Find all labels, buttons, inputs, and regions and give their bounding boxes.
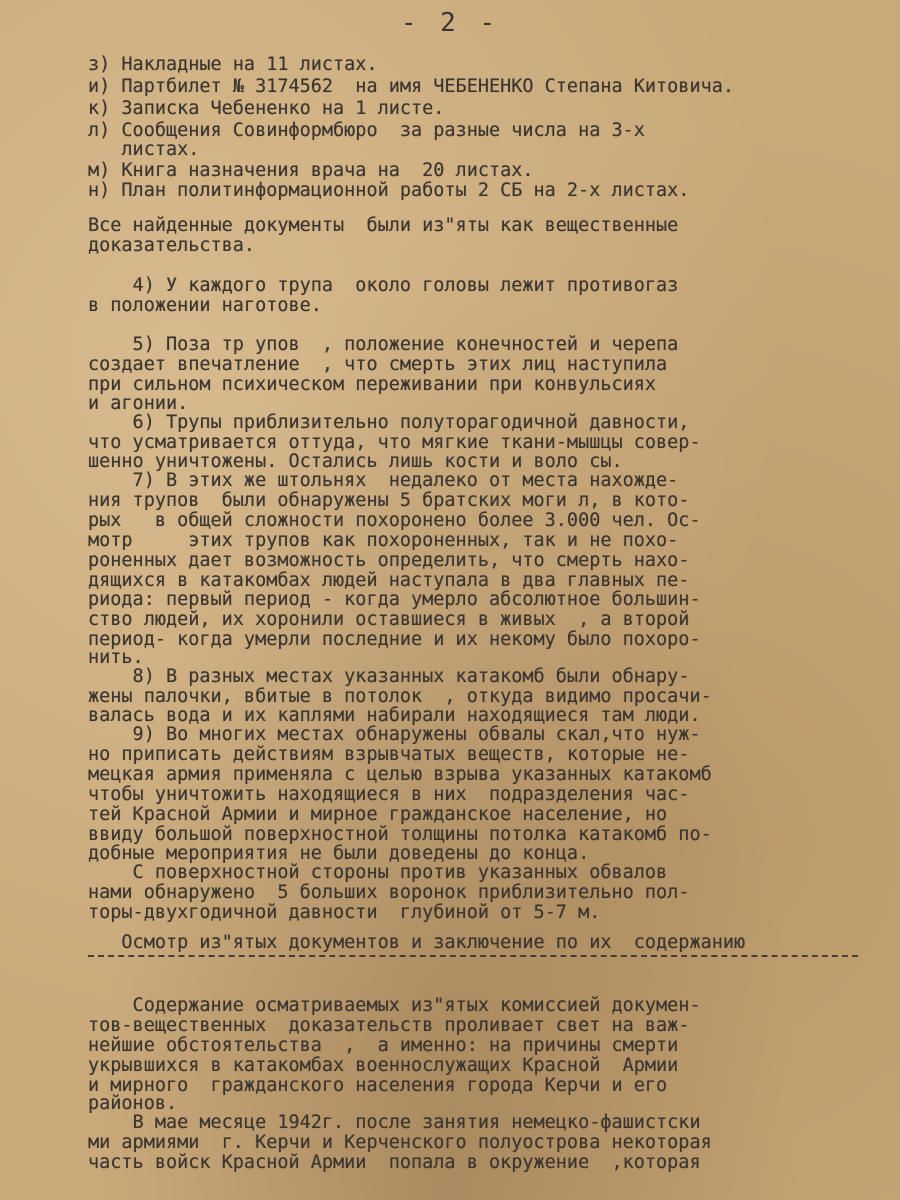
text-line: добные мероприятия не были доведены до конца. <box>88 843 590 864</box>
text-line: часть войск Красной Армии попала в окружение ,которая <box>88 1152 701 1173</box>
text-line: Все найденные документы были из"яты как вещественные <box>88 215 679 236</box>
text-line: н) План политинформационной работы 2 СБ на 2-х листах. <box>88 180 690 201</box>
text-line: тей Красной Армии и мирное гражданское население, но <box>88 804 668 825</box>
text-line: доказательства. <box>88 235 256 256</box>
text-line: 6) Трупы приблизительно полуторагодичной давности, <box>88 412 690 433</box>
text-line: и) Партбилет № 3174562 на имя ЧЕБЕНЕНКО Степана Китовича. <box>88 76 735 97</box>
text-line: мотр этих трупов как похороненных, так и не похо- <box>88 530 679 551</box>
text-line: 8) В разных местах указанных катакомб были обнару- <box>88 666 690 687</box>
text-line: з) Накладные на 11 листах. <box>88 54 378 75</box>
text-line: В мае месяце 1942г. после занятия немецко-фашистски <box>88 1112 701 1133</box>
text-line: торы-двухгодичной давности глубиной от 5-7 м. <box>88 902 601 923</box>
text-line: л) Сообщения Совинформбюро за разные числа на 3-х <box>88 120 645 141</box>
text-line: роненных дает возможность определить, что смерть нахо- <box>88 550 690 571</box>
text-line: 4) У каждого трупа около головы лежит противогаз <box>88 275 679 296</box>
page-number: - 2 - <box>400 8 500 38</box>
text-line: нейшие обстоятельства , а именно: на причины смерти <box>88 1035 679 1056</box>
text-line: жены палочки, вбитые в потолок , откуда видимо просачи- <box>88 686 712 707</box>
text-line: нить. <box>88 647 144 668</box>
text-line: риода: первый период - когда умерло абсолютное большин- <box>88 589 701 610</box>
text-line: чтобы уничтожить находящиеся в них подразделения час- <box>88 784 690 805</box>
text-line: 5) Поза тр упов , положение конечностей и черепа <box>88 334 679 355</box>
text-line: Содержание осматриваемых из"ятых комиссией докумен- <box>88 995 701 1016</box>
text-line: тов-вещественных доказательств проливает свет на важ- <box>88 1015 690 1036</box>
text-line: к) Записка Чебененко на 1 листе. <box>88 98 445 119</box>
text-line: и агонии. <box>88 393 189 414</box>
text-line: С поверхностной стороны против указанных обвалов <box>88 862 668 883</box>
heading-underline <box>88 955 858 957</box>
text-line: мецкая армия применяла с целью взрыва указанных катакомб <box>88 764 712 785</box>
text-line: рых в общей сложности похоронено более 3.000 чел. Ос- <box>88 510 701 531</box>
text-line: шенно уничтожены. Остались лишь кости и воло сы. <box>88 451 623 472</box>
text-line: и мирного гражданского населения города Керчи и его <box>88 1075 668 1096</box>
text-line: листах. <box>88 139 200 160</box>
text-line: но приписать действиям взрывчатых веществ, которые не- <box>88 744 690 765</box>
text-line: что усматривается оттуда, что мягкие ткани-мышцы совер- <box>88 432 701 453</box>
text-line: ми армиями г. Керчи и Керченского полуострова некоторая <box>88 1132 712 1153</box>
text-line: ния трупов были обнаружены 5 братских моги л, в кото- <box>88 490 690 511</box>
text-line: м) Книга назначения врача на 20 листах. <box>88 160 534 181</box>
text-line: валась вода и их каплями набирали находящиеся там люди. <box>88 705 701 726</box>
text-line: Осмотр из"ятых документов и заключение по их содержанию <box>88 932 746 953</box>
text-line: период- когда умерли последние и их некому было похоро- <box>88 629 701 650</box>
text-line: районов. <box>88 1093 178 1114</box>
text-line: при сильном психическом переживании при конвульсиях <box>88 374 657 395</box>
text-line: дящихся в катакомбах людей наступала в два главных пе- <box>88 570 690 591</box>
text-line: ввиду большой поверхностной толщины потолка катакомб по- <box>88 824 712 845</box>
text-line: создает впечатление , что смерть этих лиц наступила <box>88 354 668 375</box>
text-line: 9) Во многих местах обнаружены обвалы скал,что нуж- <box>88 724 701 745</box>
text-line: нами обнаружено 5 больших воронок приблизительно пол- <box>88 882 690 903</box>
text-line: 7) В этих же штольнях недалеко от места нахожде- <box>88 470 679 491</box>
text-line: в положении наготове. <box>88 295 322 316</box>
text-line: укрывшихся в катакомбах военнослужащих Красной Армии <box>88 1055 679 1076</box>
text-line: ство людей, их хоронили оставшиеся в живых , а второй <box>88 609 690 630</box>
